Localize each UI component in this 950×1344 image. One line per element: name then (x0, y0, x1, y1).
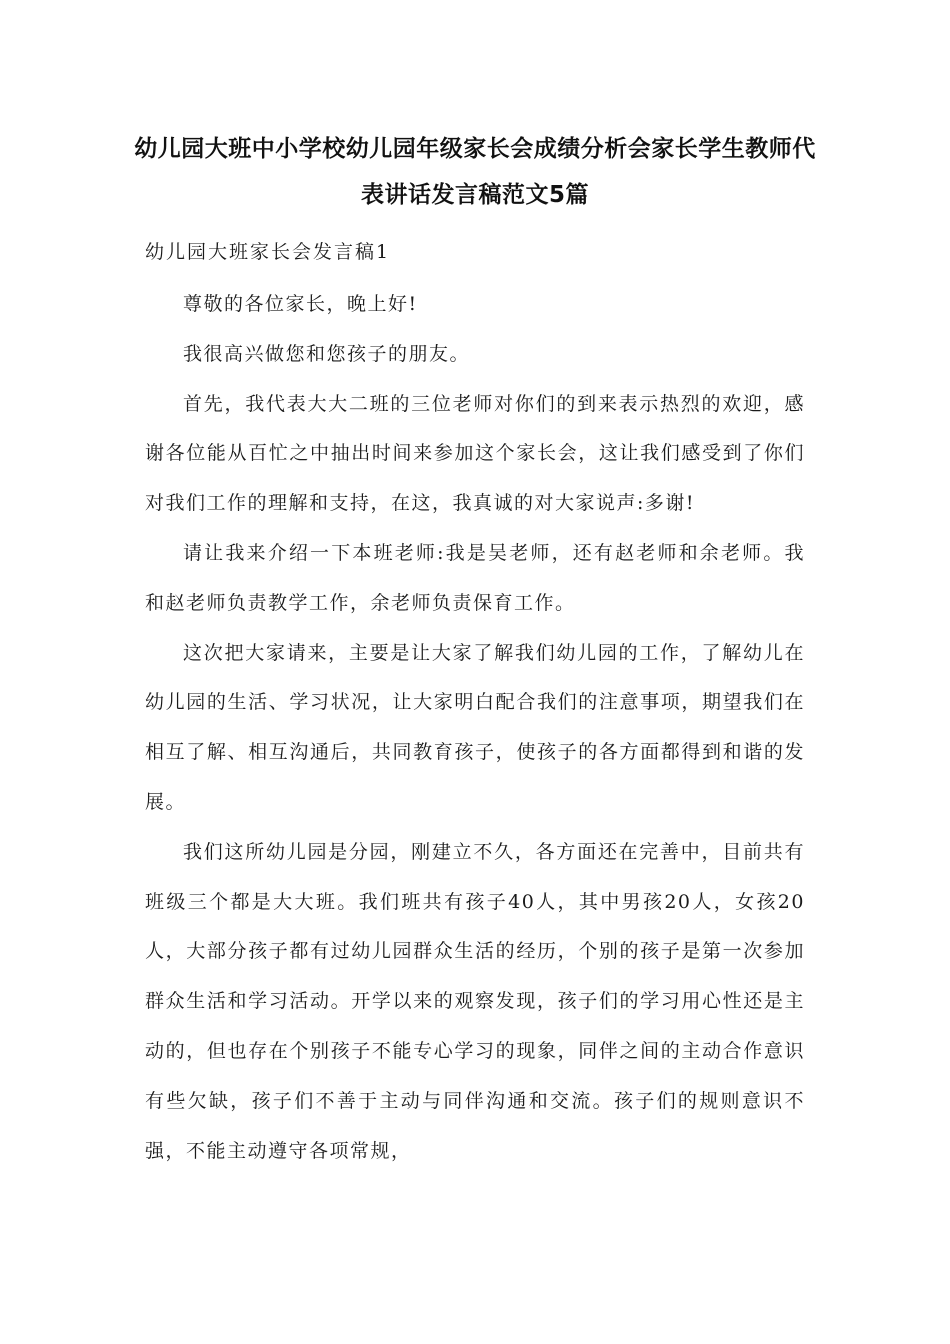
paragraph: 我们这所幼儿园是分园，刚建立不久，各方面还在完善中，目前共有班级三个都是大大班。我们班共有孩子40人，其中男孩20人，女孩20人，大部分孩子都有过幼儿园群众生活的经历，个别的孩子是第一次参加群众生活和学习活动。开学以来的观察发现，孩子们的学习用心性还是主动的，但也存在个别孩子不能专心学习的现象，同伴之间的主动合作意识有些欠缺，孩子们不善于主动与同伴沟通和交流。孩子们的规则意识不强，不能主动遵守各项常规， (145, 840, 805, 1162)
paragraph: 首先，我代表大大二班的三位老师对你们的到来表示热烈的欢迎，感谢各位能从百忙之中抽出时间来参加这个家长会，这让我们感受到了你们对我们工作的理解和支持，在这，我真诚的对大家说声:多谢! (145, 392, 805, 515)
paragraph: 尊敬的各位家长，晚上好! (183, 293, 418, 315)
section-heading: 幼儿园大班家长会发言稿1 (145, 241, 391, 263)
paragraph: 请让我来介绍一下本班老师:我是吴老师，还有赵老师和余老师。我和赵老师负责教学工作，余老师负责保育工作。 (145, 541, 805, 614)
paragraph: 我很高兴做您和您孩子的朋友。 (183, 342, 471, 365)
paragraph: 这次把大家请来，主要是让大家了解我们幼儿园的工作，了解幼儿在幼儿园的生活、学习状况，让大家明白配合我们的注意事项，期望我们在相互了解、相互沟通后，共同教育孩子，使孩子的各方面都得到和谐的发展。 (145, 641, 805, 813)
document-title: 幼儿园大班中小学校幼儿园年级家长会成绩分析会家长学生教师代表讲话发言稿范文5篇 (134, 136, 816, 208)
document-body (145, 280, 805, 1176)
